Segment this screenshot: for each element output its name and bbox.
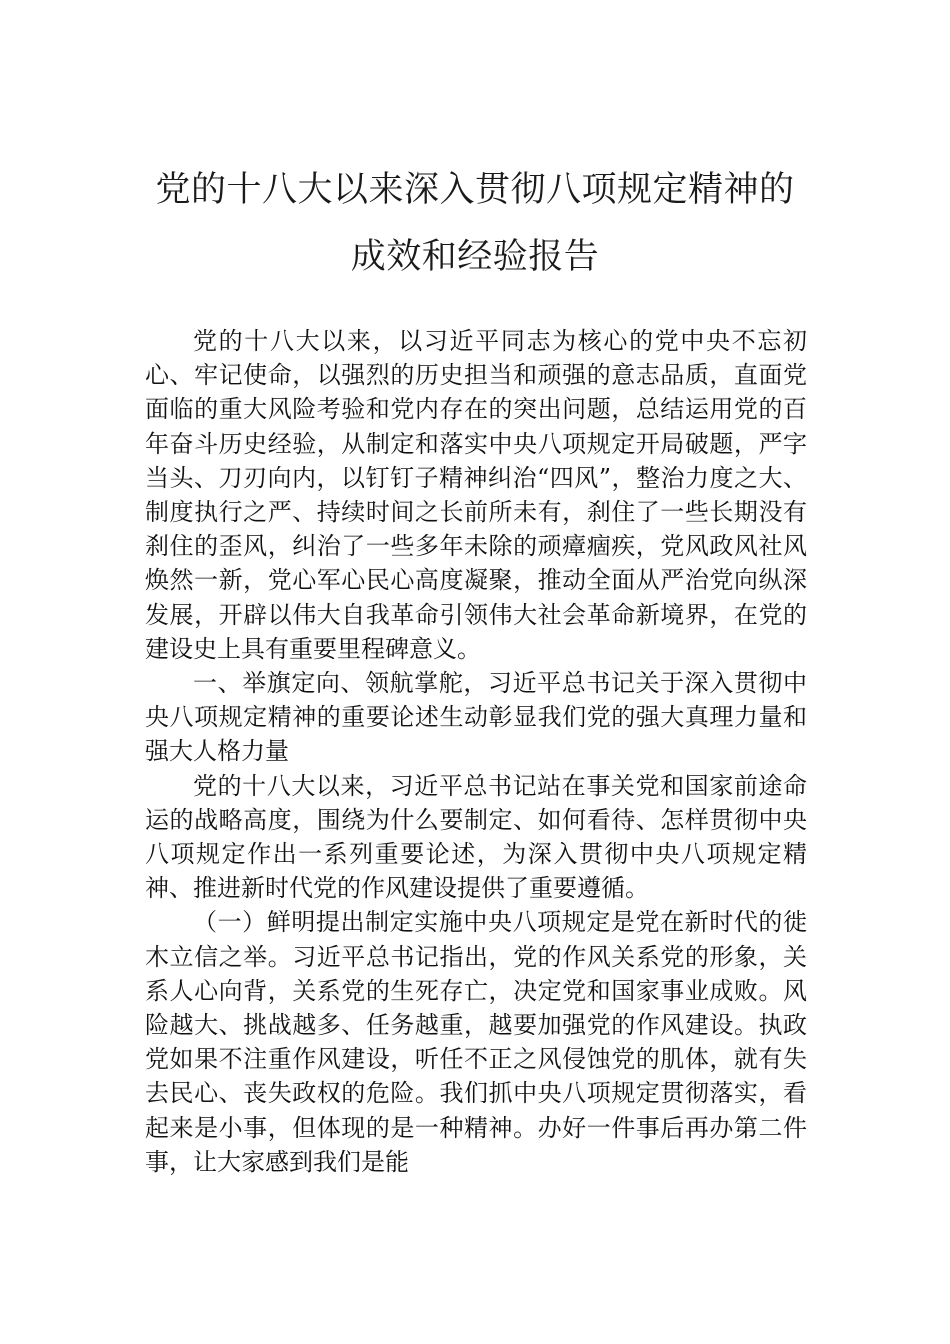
document-body xyxy=(145,324,807,1179)
document-title-line-1: 党的十八大以来深入贯彻八项规定精神的 xyxy=(155,170,795,210)
document-title-line-2: 成效和经验报告 xyxy=(350,237,600,277)
paragraph-section-1: 党的十八大以来，习近平总书记站在事关党和国家前途命运的战略高度，围绕为什么要制定、如何看待、怎样贯彻中央八项规定作出一系列重要论述，为深入贯彻中央八项规定精神、推进新时代党的作风建设提供了重要遵循。 xyxy=(145,771,807,903)
paragraph-intro: 党的十八大以来，以习近平同志为核心的党中央不忘初心、牢记使命，以强烈的历史担当和顽强的意志品质，直面党面临的重大风险考验和党内存在的突出问题，总结运用党的百年奋斗历史经验，从制定和落实中央八项规定开局破题，严字当头、刀刃向内，以钉钉子精神纠治“四风”，整治力度之大、制度执行之严、持续时间之长前所未有，刹住了一些长期没有刹住的歪风，纠治了一些多年未除的顽瘴痼疾，党风政风社风焕然一新，党心军心民心高度凝聚，推动全面从严治党向纵深发展，开辟以伟大自我革命引领伟大社会革命新境界，在党的建设史上具有重要里程碑意义。 xyxy=(145,327,807,663)
section-heading-1: 一、举旗定向、领航掌舵，习近平总书记关于深入贯彻中央八项规定精神的重要论述生动彰显我们党的强大真理力量和强大人格力量 xyxy=(145,669,807,766)
paragraph-subsection-1: （一）鲜明提出制定实施中央八项规定是党在新时代的徙木立信之举。习近平总书记指出，党的作风关系党的形象，关系人心向背，关系党的生死存亡，决定党和国家事业成败。风险越大、挑战越多、任务越重，越要加强党的作风建设。执政党如果不注重作风建设，听任不正之风侵蚀党的肌体，就有失去民心、丧失政权的危险。我们抓中央八项规定贯彻落实，看起来是小事，但体现的是一种精神。办好一件事后再办第二件事，让大家感到我们是能 xyxy=(145,908,807,1176)
